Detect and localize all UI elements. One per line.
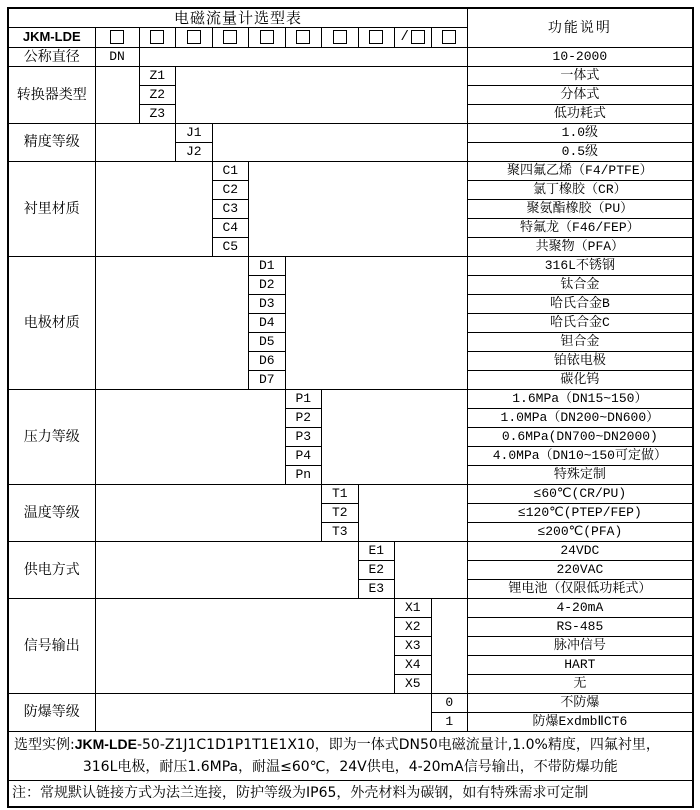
desc-cell: 0.5级	[468, 142, 693, 161]
desc-cell: 特氟龙（F46/FEP）	[468, 218, 693, 237]
spacer-cell	[249, 161, 468, 256]
section-label: 防爆等级	[8, 693, 95, 731]
desc-cell: 碳化钨	[468, 370, 693, 389]
checkbox-box-icon	[333, 30, 347, 44]
function-column-header: 功能说明	[468, 8, 693, 47]
code-cell: Z3	[139, 104, 176, 123]
code-cell: C1	[212, 161, 249, 180]
example-cell	[8, 731, 693, 780]
code-cell: D2	[249, 275, 286, 294]
desc-cell: 钛合金	[468, 275, 693, 294]
table-row	[8, 389, 693, 408]
desc-cell: 4-20mA	[468, 598, 693, 617]
option-box-cell	[322, 28, 359, 48]
desc-cell: 316L不锈钢	[468, 256, 693, 275]
spacer-cell	[285, 256, 468, 389]
option-box-cell	[95, 28, 139, 48]
desc-cell: 哈氏合金B	[468, 294, 693, 313]
desc-cell: 4.0MPa（DN10~150可定做）	[468, 446, 693, 465]
code-cell: C4	[212, 218, 249, 237]
spacer-cell	[95, 66, 139, 123]
desc-cell: ≤60℃(CR/PU)	[468, 484, 693, 503]
spacer-cell	[139, 47, 468, 66]
desc-cell: 低功耗式	[468, 104, 693, 123]
code-cell: P2	[285, 408, 322, 427]
checkbox-box-icon	[223, 30, 237, 44]
desc-cell: 铂铱电极	[468, 351, 693, 370]
option-box-cell	[139, 28, 176, 48]
section-label: 衬里材质	[8, 161, 95, 256]
example-line-2: 316L电极，耐压1.6MPa，耐温≤60℃，24V供电，4-20mA信号输出，不带防爆功能	[82, 759, 618, 775]
code-cell: X2	[395, 617, 432, 636]
table-row	[8, 598, 693, 617]
example-code-and-text: -50-Z1J1C1D1P1T1E1X10，即为一体式DN50电磁流量计,1.0%精度，四氟衬里，	[136, 737, 660, 753]
selector-table-body	[8, 8, 693, 807]
desc-cell: 10-2000	[468, 47, 693, 66]
code-cell: D6	[249, 351, 286, 370]
spacer-cell	[95, 389, 285, 484]
code-cell: C5	[212, 237, 249, 256]
desc-cell: ≤120℃(PTEP/FEP)	[468, 503, 693, 522]
spacer-cell	[95, 161, 212, 256]
spacer-cell	[395, 541, 468, 598]
code-cell: E3	[358, 579, 395, 598]
desc-cell: 聚四氟乙烯（F4/PTFE）	[468, 161, 693, 180]
spacer-cell	[95, 123, 176, 161]
desc-cell: 无	[468, 674, 693, 693]
desc-cell: 不防爆	[468, 693, 693, 712]
checkbox-box-icon	[296, 30, 310, 44]
spacer-cell	[95, 693, 431, 731]
spacer-cell	[95, 598, 395, 693]
table-row	[8, 693, 693, 712]
spacer-cell	[358, 484, 468, 541]
section-label: 精度等级	[8, 123, 95, 161]
example-row	[8, 731, 693, 780]
code-cell: D3	[249, 294, 286, 313]
code-cell: D4	[249, 313, 286, 332]
table-row	[8, 541, 693, 560]
code-cell: E1	[358, 541, 395, 560]
code-cell: Z1	[139, 66, 176, 85]
checkbox-box-icon	[260, 30, 274, 44]
code-cell: T1	[322, 484, 359, 503]
desc-cell: 1.6MPa（DN15~150）	[468, 389, 693, 408]
code-cell: Z2	[139, 85, 176, 104]
option-box-cell	[358, 28, 395, 48]
note-cell: 注：常规默认链接方式为法兰连接，防护等级为IP65，外壳材料为碳钢，如有特殊需求可定制	[8, 780, 693, 807]
spacer-cell	[95, 484, 322, 541]
section-label: 转换器类型	[8, 66, 95, 123]
code-cell: X3	[395, 636, 432, 655]
example-model: JKM-LDE	[74, 736, 137, 752]
table-row	[8, 256, 693, 275]
table-row	[8, 123, 693, 142]
checkbox-box-icon	[411, 30, 425, 44]
desc-cell: 0.6MPa(DN700~DN2000)	[468, 427, 693, 446]
spacer-cell	[212, 123, 468, 161]
table-row	[8, 484, 693, 503]
code-cell: D5	[249, 332, 286, 351]
desc-cell: 脉冲信号	[468, 636, 693, 655]
desc-cell: RS-485	[468, 617, 693, 636]
code-cell: D1	[249, 256, 286, 275]
code-cell: P3	[285, 427, 322, 446]
title-row	[8, 8, 693, 28]
example-prefix: 选型实例:	[14, 737, 75, 753]
checkbox-box-icon	[369, 30, 383, 44]
code-cell: 0	[431, 693, 468, 712]
desc-cell: HART	[468, 655, 693, 674]
checkbox-box-icon	[110, 30, 124, 44]
code-cell: X1	[395, 598, 432, 617]
code-cell: P4	[285, 446, 322, 465]
code-cell: DN	[95, 47, 139, 66]
desc-cell: 24VDC	[468, 541, 693, 560]
desc-cell: 防爆ExdmbⅡCT6	[468, 712, 693, 731]
section-label: 信号输出	[8, 598, 95, 693]
desc-cell: 一体式	[468, 66, 693, 85]
option-box-cell	[212, 28, 249, 48]
option-box-cell	[395, 28, 432, 48]
code-cell: Pn	[285, 465, 322, 484]
option-box-cell	[285, 28, 322, 48]
slash-separator: /	[400, 29, 409, 45]
desc-cell: 钽合金	[468, 332, 693, 351]
desc-cell: ≤200℃(PFA)	[468, 522, 693, 541]
desc-cell: 共聚物（PFA）	[468, 237, 693, 256]
code-cell: C2	[212, 180, 249, 199]
desc-cell: 锂电池（仅限低功耗式）	[468, 579, 693, 598]
desc-cell: 220VAC	[468, 560, 693, 579]
checkbox-box-icon	[150, 30, 164, 44]
code-cell: C3	[212, 199, 249, 218]
section-label: 压力等级	[8, 389, 95, 484]
spacer-cell	[431, 598, 468, 693]
option-box-cell	[249, 28, 286, 48]
code-cell: X4	[395, 655, 432, 674]
code-cell: X5	[395, 674, 432, 693]
desc-cell: 聚氨酯橡胶（PU）	[468, 199, 693, 218]
option-box-cell	[176, 28, 213, 48]
code-cell: J2	[176, 142, 213, 161]
checkbox-box-icon	[187, 30, 201, 44]
table-row	[8, 161, 693, 180]
code-cell: E2	[358, 560, 395, 579]
code-cell: P1	[285, 389, 322, 408]
desc-cell: 分体式	[468, 85, 693, 104]
model-prefix: JKM-LDE	[8, 28, 95, 48]
example-line-1	[12, 733, 689, 756]
desc-cell: 1.0MPa（DN200~DN600）	[468, 408, 693, 427]
code-cell: D7	[249, 370, 286, 389]
code-cell: T3	[322, 522, 359, 541]
table-row	[8, 66, 693, 85]
table-row	[8, 47, 693, 66]
checkbox-box-icon	[442, 30, 456, 44]
spacer-cell	[322, 389, 468, 484]
desc-cell: 哈氏合金C	[468, 313, 693, 332]
note-row	[8, 780, 693, 807]
desc-cell: 特殊定制	[468, 465, 693, 484]
section-label: 温度等级	[8, 484, 95, 541]
option-box-cell	[431, 28, 468, 48]
code-cell: T2	[322, 503, 359, 522]
section-label: 公称直径	[8, 47, 95, 66]
table-title: 电磁流量计选型表	[8, 8, 468, 28]
spacer-cell	[176, 66, 468, 123]
desc-cell: 氯丁橡胶（CR）	[468, 180, 693, 199]
code-cell: 1	[431, 712, 468, 731]
code-cell: J1	[176, 123, 213, 142]
desc-cell: 1.0级	[468, 123, 693, 142]
spacer-cell	[95, 256, 249, 389]
flowmeter-selection-table	[7, 7, 694, 808]
section-label: 电极材质	[8, 256, 95, 389]
spacer-cell	[95, 541, 358, 598]
section-label: 供电方式	[8, 541, 95, 598]
